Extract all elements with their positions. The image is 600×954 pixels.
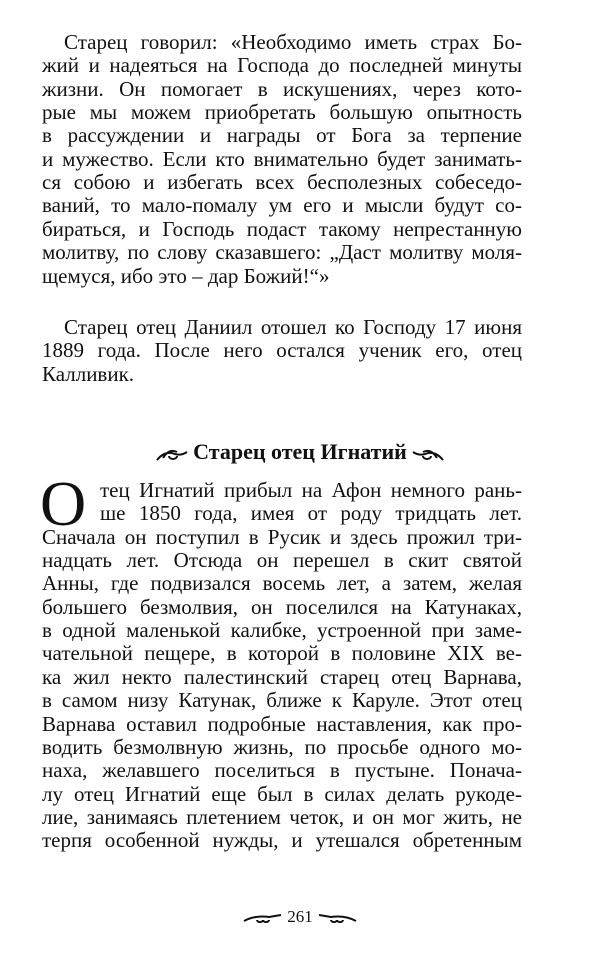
text-line: в рассуждении и награды от Бога за терпение bbox=[42, 123, 522, 148]
text-line: наха, желавшего поселиться в пустыне. Понача- bbox=[42, 758, 522, 783]
text-line: водить безмолвную жизнь, по просьбе одного мо- bbox=[42, 734, 522, 759]
text-line: Калливик. bbox=[42, 361, 135, 386]
text-line: Варнава оставил подробные наставления, как про- bbox=[42, 711, 522, 736]
text-line: 1889 года. После него остался ученик его, отец bbox=[42, 338, 522, 363]
text-line: Старец говорил: «Необходимо иметь страх Бо- bbox=[64, 30, 522, 54]
ornament-left-icon bbox=[243, 913, 283, 923]
text-line: в одной маленькой калибке, устроенной при заме- bbox=[42, 618, 522, 643]
text-line: в самом низу Катунак, ближе к Каруле. Этот отец bbox=[42, 688, 522, 713]
text-line: большего безмолвия, он поселился на Катунаках, bbox=[42, 594, 522, 619]
ornament-right-icon bbox=[411, 446, 445, 462]
text-line: молитву, по слову сказавшего: „Даст молитву моля- bbox=[42, 240, 522, 265]
section-heading bbox=[0, 439, 600, 465]
text-line: терпя особенной нужды, и утешался обретенным bbox=[42, 828, 522, 853]
text-line: жий и надеяться на Господа до последней минуты bbox=[42, 53, 522, 78]
page-footer bbox=[0, 907, 600, 927]
text-line: и мужество. Если кто внимательно будет занимать- bbox=[42, 146, 522, 171]
text-line: бираться, и Господь подаст такому непрестанную bbox=[42, 216, 522, 241]
text-line: жизни. Он помогает в искушениях, через кото- bbox=[42, 76, 522, 101]
text-line: Анны, где подвизался восемь лет, а затем, желая bbox=[42, 571, 522, 596]
text-line: рые мы можем приобретать большую опытность bbox=[42, 100, 522, 125]
text-line: ся собою и избегать всех бесполезных собеседо- bbox=[42, 170, 522, 195]
text-line: ше 1850 года, имея от роду тридцать лет. bbox=[100, 501, 522, 526]
text-line: ваний, то мало-помалу ум его и мысли будут со- bbox=[42, 193, 522, 218]
text-line: Старец отец Даниил отошел ко Господу 17 июня bbox=[64, 315, 522, 339]
page-number: 261 bbox=[287, 907, 313, 926]
text-line: надцать лет. Отсюда он перешел в скит святой bbox=[42, 548, 522, 573]
text-line: ка жил некто палестинский старец отец Варнава, bbox=[42, 664, 522, 689]
ornament-left-icon bbox=[155, 446, 189, 462]
text-line: чательной пещере, в которой в половине XIX ве- bbox=[42, 641, 522, 666]
heading-text: Старец отец Игнатий bbox=[193, 439, 407, 464]
ornament-right-icon bbox=[317, 913, 357, 923]
text-line: тец Игнатий прибыл на Афон немного рань- bbox=[100, 478, 522, 502]
text-line: лу отец Игнатий еще был в силах делать рукоде- bbox=[42, 781, 522, 806]
drop-cap: О bbox=[40, 468, 87, 539]
text-line: щемуся, ибо это – дар Божий!“» bbox=[42, 263, 330, 288]
text-line: Сначала он поступил в Русик и здесь прожил три- bbox=[42, 524, 522, 549]
text-line: лие, занимаясь плетением четок, и он мог жить, не bbox=[42, 804, 522, 829]
